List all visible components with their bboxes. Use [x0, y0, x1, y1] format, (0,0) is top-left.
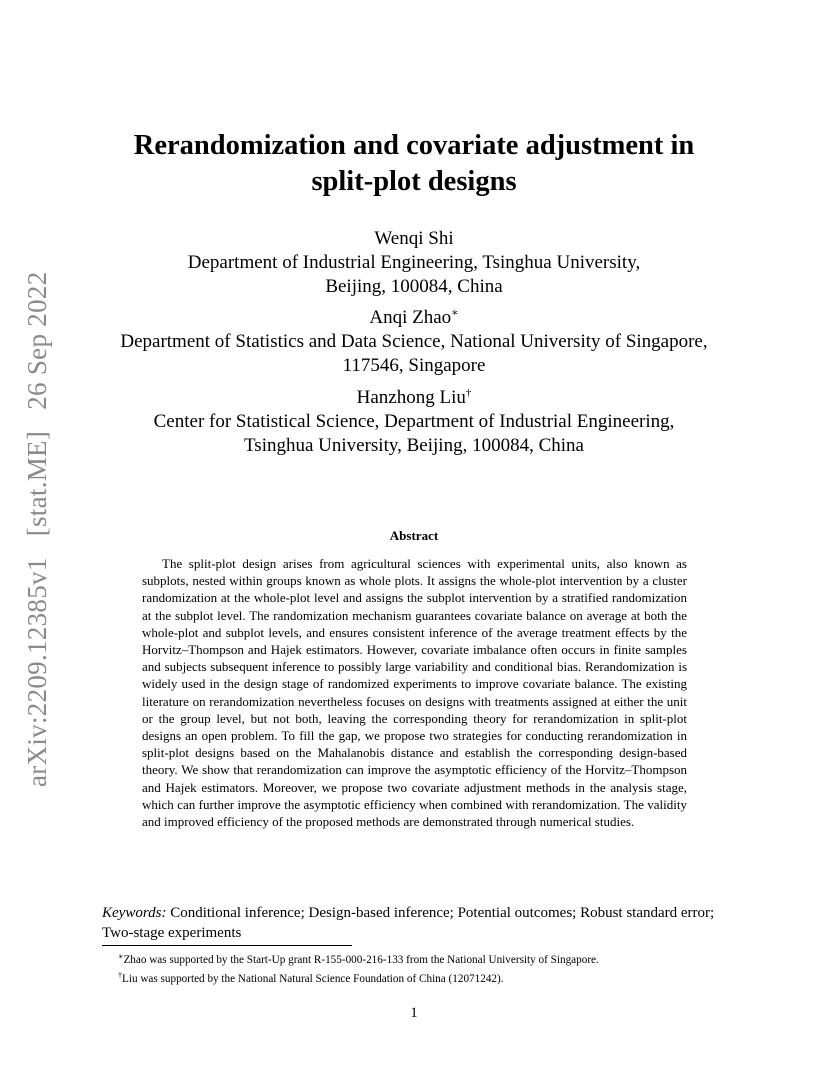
keywords-label: Keywords:: [102, 905, 167, 921]
author-affiliation-line-1: Center for Statistical Science, Department of Industrial Engineering,: [153, 411, 675, 432]
author-block-3: [60, 381, 768, 458]
footnote-1: [118, 949, 728, 968]
page-number: 1: [410, 1005, 418, 1021]
footnote-text: Liu was supported by the National Natural Science Foundation of China (12071242).: [122, 973, 504, 985]
author-affiliation-line-1: Department of Statistics and Data Science, National University of Singapore,: [120, 331, 708, 352]
keywords-text: Conditional inference; Design-based inference; Potential outcomes; Robust standard error; Two-stage experiments: [102, 905, 715, 941]
abstract-heading: Abstract: [389, 528, 439, 543]
author-name-text: Wenqi Shi: [374, 228, 454, 249]
author-name-text: Anqi Zhao: [369, 307, 452, 328]
arxiv-date: 26 Sep 2022: [22, 271, 52, 410]
author-name-text: Hanzhong Liu: [356, 387, 466, 408]
abstract-body: The split-plot design arises from agricultural sciences with experimental units, also known as subplots, nested within groups known as whole plots. It assigns the whole-plot intervention by a cluster randomization at the whole-plot level and assigns the subplot intervention by a stratified randomization at the subplot level. The randomization mechanism guarantees covariate balance on average at both the whole-plot and subplot levels, and ensures consistent inference of the average treatment effects by the Horvitz–Thompson and Hajek estimators. However, covariate imbalance often occurs in finite samples and subjects subsequent inference to possibly large variability and conditional bias. Rerandomization is widely used in the design stage of randomized experiments to improve covariate balance. The existing literature on rerandomization nevertheless focuses on designs with treatments assigned at either the unit or the group level, but not both, leaving the corresponding theory for rerandomization in split-plot designs an open problem. To fill the gap, we propose two strategies for conducting rerandomization in split-plot designs based on the Mahalanobis distance and establish the corresponding design-based theory. We show that rerandomization can improve the asymptotic efficiency of the Horvitz–Thompson and Hajek estimators. Moreover, we propose two covariate adjustment methods in the analysis stage, which can further improve the asymptotic efficiency when combined with rerandomization. The validity and improved efficiency of the proposed methods are demonstrated through numerical studies.: [142, 556, 687, 830]
author-affiliation-line-2: Tsinghua University, Beijing, 100084, China: [244, 435, 584, 456]
author-affiliation-line-1: Department of Industrial Engineering, Tsinghua University,: [187, 252, 641, 273]
arxiv-id: arXiv:2209.12385v1: [22, 557, 52, 787]
author-affiliation-line-2: 117546, Singapore: [342, 355, 486, 376]
footnote-text: Zhao was supported by the Start-Up grant R-155-000-216-133 from the National University of Singapore.: [123, 954, 599, 966]
author-mark: †: [465, 387, 472, 399]
arxiv-identifier-stamp: [22, 257, 53, 787]
author-name: [60, 381, 768, 410]
author-affiliation-line-2: Beijing, 100084, China: [325, 276, 503, 297]
keywords: [102, 903, 727, 943]
author-name: [60, 222, 768, 251]
paper-title-line-1: Rerandomization and covariate adjustment in: [133, 130, 695, 161]
author-name: [60, 301, 768, 330]
author-mark: ∗: [451, 307, 459, 319]
footnote-2: [118, 968, 728, 987]
footnote-divider: [102, 945, 352, 946]
paper-title-line-2: split-plot designs: [311, 166, 517, 197]
author-block-1: [60, 222, 768, 299]
footnote-mark: ∗: [118, 952, 124, 961]
author-block-2: [60, 301, 768, 378]
footnote-mark: †: [118, 971, 122, 980]
arxiv-category: [stat.ME]: [22, 430, 52, 537]
footnotes: [118, 949, 728, 987]
paper-title: [100, 128, 728, 200]
